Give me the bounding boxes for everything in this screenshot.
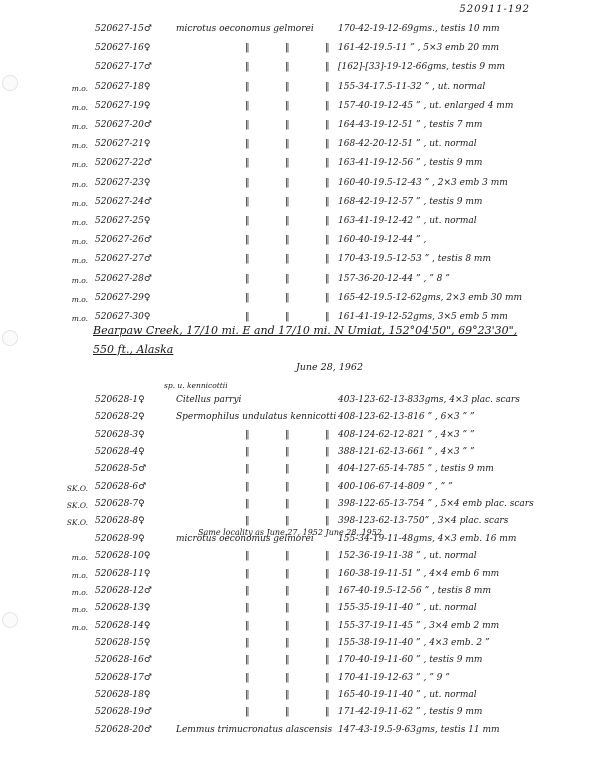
measurements: 160-40-19.5-12-43 ” , 2×3 emb 3 mm <box>338 177 508 188</box>
ditto-mark: ‖ <box>245 672 250 683</box>
measurements: 398-123-62-13-750” , 3×4 plac. scars <box>338 516 509 527</box>
ditto-mark: ‖ <box>245 707 250 718</box>
ditto-mark: ‖ <box>325 100 330 111</box>
specimen-row <box>0 24 600 39</box>
collector-initials: m.o. <box>71 83 88 93</box>
specimen-row <box>0 569 600 584</box>
measurements: 170-42-19-12-69gms., testis 10 mm <box>338 24 500 34</box>
ditto-mark: ‖ <box>285 254 290 265</box>
ditto-mark: ‖ <box>325 585 330 596</box>
catalog-number: 520627-26♂ <box>95 235 152 246</box>
ditto-mark: ‖ <box>325 158 330 169</box>
specimen-row <box>0 482 600 497</box>
ditto-mark: ‖ <box>285 292 290 303</box>
specimen-row <box>0 586 600 601</box>
ditto-mark: ‖ <box>285 655 290 666</box>
specimen-row <box>0 82 600 97</box>
catalog-number: 520628-3♀ <box>95 429 145 440</box>
ditto-mark: ‖ <box>285 551 290 562</box>
ditto-mark: ‖ <box>285 273 290 284</box>
catalog-number: 520628-18♀ <box>95 689 151 700</box>
ditto-mark: ‖ <box>285 120 290 130</box>
specimen-row <box>0 216 600 231</box>
specimen-row <box>0 197 600 212</box>
species-name: microtus oeconomus gelmorei <box>176 24 314 34</box>
ditto-mark: ‖ <box>285 429 290 440</box>
catalog-number: 520628-14♀ <box>95 620 151 631</box>
measurements: 157-36-20-12-44 ” , ” 8 ” <box>338 273 450 284</box>
binder-hole <box>2 330 18 346</box>
ditto-mark: ‖ <box>285 707 290 718</box>
specimen-row <box>0 412 600 427</box>
catalog-number: 520628-20♂ <box>95 724 152 735</box>
specimen-row <box>0 655 600 670</box>
specimen-row <box>0 430 600 445</box>
catalog-number: 520627-29♀ <box>95 292 151 303</box>
ditto-mark: ‖ <box>245 177 250 188</box>
measurements: 155-34-19-11-48gms, 4×3 emb. 16 mm <box>338 533 517 544</box>
ditto-mark: ‖ <box>325 568 330 579</box>
catalog-number: 520628-7♀ <box>95 499 145 510</box>
measurements: 147-43-19.5-9-63gms, testis 11 mm <box>338 724 500 735</box>
ditto-mark: ‖ <box>245 551 250 562</box>
ditto-mark: ‖ <box>325 603 330 614</box>
measurements: 160-40-19-12-44 ” , <box>338 235 427 246</box>
catalog-number: 520627-28♂ <box>95 273 152 284</box>
ditto-mark: ‖ <box>325 273 330 284</box>
specimen-row <box>0 101 600 116</box>
ditto-mark: ‖ <box>285 672 290 683</box>
specimen-row <box>0 235 600 250</box>
ditto-mark: ‖ <box>325 196 330 207</box>
ditto-mark: ‖ <box>285 637 290 648</box>
measurements: 404-127-65-14-785 ” , testis 9 mm <box>338 464 494 475</box>
collector-initials: m.o. <box>71 587 88 597</box>
ditto-mark: ‖ <box>245 516 250 527</box>
specimen-row <box>0 527 600 549</box>
measurements: 168-42-19-12-57 ” , testis 9 mm <box>338 196 483 207</box>
catalog-number: 520628-5♂ <box>95 464 147 475</box>
specimen-row <box>0 139 600 154</box>
ditto-mark: ‖ <box>285 620 290 631</box>
specimen-row <box>0 707 600 722</box>
ditto-mark: ‖ <box>285 568 290 579</box>
species-name: microtus oeconomus gelmorei <box>176 533 314 544</box>
measurements: 160-38-19-11-51 ” , 4×4 emb 6 mm <box>338 568 500 579</box>
ditto-mark: ‖ <box>245 429 250 440</box>
ditto-mark: ‖ <box>285 312 290 322</box>
measurements: 400-106-67-14-809 ” , ” ” <box>338 481 453 492</box>
ditto-mark: ‖ <box>245 568 250 579</box>
specimen-row <box>0 690 600 705</box>
ditto-mark: ‖ <box>285 196 290 207</box>
catalog-number: 520627-22♂ <box>95 158 152 169</box>
measurements: 163-41-19-12-42 ” , ut. normal <box>338 216 477 226</box>
measurements: 161-41-19-12-52gms, 3×5 emb 5 mm <box>338 312 508 322</box>
ditto-mark: ‖ <box>245 481 250 492</box>
collector-initials: m.o. <box>71 160 88 170</box>
measurements: 408-124-62-12-821 ” , 4×3 ” ” <box>338 429 475 440</box>
ditto-mark: ‖ <box>245 655 250 666</box>
measurements: 170-41-19-12-63 ” , ” 9 ” <box>338 672 450 683</box>
catalog-number: 520628-2♀ <box>95 412 145 423</box>
catalog-number: 520627-23♀ <box>95 177 151 188</box>
locality-note: Same locality as June 27, 1952 June 28, 1952 <box>198 527 382 537</box>
ditto-mark: ‖ <box>245 447 250 458</box>
ditto-mark: ‖ <box>285 139 290 150</box>
measurements: 155-34-17.5-11-32 ” , ut. normal <box>338 81 486 92</box>
collector-initials: m.o. <box>71 122 88 131</box>
catalog-number: 520627-19♀ <box>95 100 151 111</box>
specimen-row <box>0 43 600 58</box>
ditto-mark: ‖ <box>325 447 330 458</box>
measurements: 165-42-19.5-12-62gms, 2×3 emb 30 mm <box>338 292 523 303</box>
ditto-mark: ‖ <box>325 655 330 666</box>
ditto-mark: ‖ <box>245 603 250 614</box>
collector-initials: m.o. <box>71 218 88 227</box>
species-name: Lemmus trimucronatus alascensis <box>176 724 333 735</box>
specimen-row <box>0 638 600 653</box>
ditto-mark: ‖ <box>325 429 330 440</box>
measurements: 168-42-20-12-51 ” , ut. normal <box>338 139 477 150</box>
ditto-mark: ‖ <box>325 312 330 322</box>
measurements: 165-40-19-11-40 ” , ut. normal <box>338 689 477 700</box>
species-name: Citellus parryi <box>176 395 242 405</box>
collector-initials: m.o. <box>71 314 88 323</box>
specimen-row <box>0 254 600 269</box>
specimen-row <box>0 551 600 566</box>
ditto-mark: ‖ <box>245 689 250 700</box>
ditto-mark: ‖ <box>245 100 250 111</box>
catalog-number: 520627-30♀ <box>95 312 151 322</box>
measurements: 155-37-19-11-45 ” , 3×4 emb 2 mm <box>338 620 500 631</box>
species-name: Spermophilus undulatus kennicotti <box>176 412 337 423</box>
catalog-number: 520628-6♂ <box>95 481 147 492</box>
ditto-mark: ‖ <box>285 447 290 458</box>
collection-date: June 28, 1962 <box>296 362 363 373</box>
ditto-mark: ‖ <box>245 139 250 150</box>
collector-initials: m.o. <box>71 275 88 285</box>
catalog-number: 520627-24♂ <box>95 196 152 207</box>
catalog-number: 520628-15♀ <box>95 637 151 648</box>
ditto-mark: ‖ <box>245 637 250 648</box>
ditto-mark: ‖ <box>245 292 250 303</box>
measurements: 398-122-65-13-754 ” , 5×4 emb plac. scars <box>338 499 534 510</box>
ditto-mark: ‖ <box>245 216 250 226</box>
ditto-mark: ‖ <box>325 254 330 265</box>
measurements: 155-35-19-11-40 ” , ut. normal <box>338 603 477 614</box>
catalog-number: 520627-18♀ <box>95 81 151 92</box>
catalog-number: 520627-17♂ <box>95 62 152 73</box>
measurements: 388-121-62-13-661 ” , 4×3 ” ” <box>338 447 475 458</box>
collector-initials: m.o. <box>71 256 88 266</box>
measurements: [162]-[33]-19-12-66gms, testis 9 mm <box>338 62 506 73</box>
specimen-row <box>0 464 600 479</box>
ditto-mark: ‖ <box>285 235 290 246</box>
ditto-mark: ‖ <box>325 516 330 527</box>
catalog-number: 520628-1♀ <box>95 395 145 405</box>
ditto-mark: ‖ <box>245 585 250 596</box>
ditto-mark: ‖ <box>325 120 330 130</box>
catalog-number: 520627-21♀ <box>95 139 151 150</box>
ditto-mark: ‖ <box>285 464 290 475</box>
measurements: 171-42-19-11-62 ” , testis 9 mm <box>338 707 483 718</box>
measurements: 164-43-19-12-51 ” , testis 7 mm <box>338 120 483 130</box>
catalog-number: 520628-9♀ <box>95 533 145 544</box>
ditto-mark: ‖ <box>325 81 330 92</box>
catalog-number: 520628-11♀ <box>95 568 151 579</box>
catalog-number: 520628-4♀ <box>95 447 145 458</box>
specimen-row <box>0 274 600 289</box>
ditto-mark: ‖ <box>325 707 330 718</box>
ditto-mark: ‖ <box>245 235 250 246</box>
ditto-mark: ‖ <box>325 177 330 188</box>
ditto-mark: ‖ <box>245 43 250 54</box>
ditto-mark: ‖ <box>245 312 250 322</box>
ditto-mark: ‖ <box>245 120 250 130</box>
collector-initials: m.o. <box>71 622 88 632</box>
ditto-mark: ‖ <box>245 273 250 284</box>
measurements: 167-40-19.5-12-56 ” , testis 8 mm <box>338 585 491 596</box>
catalog-number: 520627-25♀ <box>95 216 151 226</box>
measurements: 163-41-19-12-56 ” , testis 9 mm <box>338 158 483 169</box>
locality-heading: Bearpaw Creek, 17/10 mi. E and 17/10 mi. N Umiat, 152°04'50", 69°23'30", <box>93 324 518 337</box>
ditto-mark: ‖ <box>325 139 330 150</box>
ditto-mark: ‖ <box>285 216 290 226</box>
catalog-number: 520627-20♂ <box>95 120 152 130</box>
ditto-mark: ‖ <box>285 603 290 614</box>
measurements: 152-36-19-11-38 ” , ut. normal <box>338 551 477 562</box>
page-id: 520911-192 <box>459 4 530 15</box>
specimen-row <box>0 603 600 618</box>
collector-initials: m.o. <box>71 553 88 563</box>
ditto-mark: ‖ <box>325 216 330 226</box>
ditto-mark: ‖ <box>285 81 290 92</box>
catalog-number: 520628-10♀ <box>95 551 151 562</box>
ditto-mark: ‖ <box>285 481 290 492</box>
collector-initials: m.o. <box>71 570 88 580</box>
ditto-mark: ‖ <box>285 43 290 54</box>
ditto-mark: ‖ <box>285 585 290 596</box>
measurements: 161-42-19.5-11 ” , 5×3 emb 20 mm <box>338 43 500 54</box>
specimen-row <box>0 62 600 77</box>
catalog-number: 520627-15♂ <box>95 24 152 34</box>
specimen-row <box>0 120 600 135</box>
ditto-mark: ‖ <box>285 177 290 188</box>
ditto-mark: ‖ <box>245 464 250 475</box>
collector-initials: m.o. <box>71 102 88 112</box>
ditto-mark: ‖ <box>285 158 290 169</box>
measurements: 170-40-19-11-60 ” , testis 9 mm <box>338 655 483 666</box>
collector-initials: m.o. <box>71 141 88 151</box>
specimen-row <box>0 673 600 688</box>
catalog-number: 520627-27♂ <box>95 254 152 265</box>
ditto-mark: ‖ <box>325 481 330 492</box>
ditto-mark: ‖ <box>245 499 250 510</box>
specimen-row <box>0 499 600 514</box>
ditto-mark: ‖ <box>245 62 250 73</box>
ditto-mark: ‖ <box>325 43 330 54</box>
ditto-mark: ‖ <box>245 196 250 207</box>
specimen-row <box>0 158 600 173</box>
ditto-mark: ‖ <box>245 254 250 265</box>
ditto-mark: ‖ <box>245 81 250 92</box>
ditto-mark: ‖ <box>325 464 330 475</box>
catalog-number: 520628-8♀ <box>95 516 145 527</box>
collector-initials: m.o. <box>71 605 88 615</box>
species-annotation: sp. u. kennicottii <box>164 381 228 390</box>
catalog-number: 520628-19♂ <box>95 707 152 718</box>
ditto-mark: ‖ <box>245 620 250 631</box>
specimen-row <box>0 725 600 740</box>
collector-initials: m.o. <box>71 237 88 247</box>
collector-initials: SK.O. <box>66 501 88 511</box>
ditto-mark: ‖ <box>285 516 290 527</box>
specimen-row <box>0 621 600 636</box>
catalog-number: 520628-13♀ <box>95 603 151 614</box>
ditto-mark: ‖ <box>245 158 250 169</box>
collector-initials: m.o. <box>71 294 88 304</box>
collector-initials: SK.O. <box>66 518 88 528</box>
ditto-mark: ‖ <box>325 499 330 510</box>
specimen-row <box>0 178 600 193</box>
catalog-number: 520628-12♂ <box>95 585 152 596</box>
measurements: 157-40-19-12-45 ” , ut. enlarged 4 mm <box>338 100 514 111</box>
measurements: 403-123-62-13-833gms, 4×3 plac. scars <box>338 395 520 405</box>
ditto-mark: ‖ <box>285 100 290 111</box>
ditto-mark: ‖ <box>285 499 290 510</box>
ditto-mark: ‖ <box>325 292 330 303</box>
measurements: 408-123-62-13-816 ” , 6×3 ” ” <box>338 412 475 423</box>
catalog-number: 520628-17♂ <box>95 672 152 683</box>
ditto-mark: ‖ <box>325 620 330 631</box>
ditto-mark: ‖ <box>325 235 330 246</box>
ditto-mark: ‖ <box>285 689 290 700</box>
collector-initials: m.o. <box>71 198 88 208</box>
specimen-row <box>0 395 600 410</box>
ditto-mark: ‖ <box>325 62 330 73</box>
measurements: 170-43-19.5-12-53 ” , testis 8 mm <box>338 254 491 265</box>
locality-heading-elevation: 550 ft., Alaska <box>93 343 174 356</box>
ditto-mark: ‖ <box>325 672 330 683</box>
collector-initials: SK.O. <box>66 483 88 493</box>
ditto-mark: ‖ <box>325 637 330 648</box>
specimen-row <box>0 447 600 462</box>
ditto-mark: ‖ <box>325 689 330 700</box>
measurements: 155-38-19-11-40 ” , 4×3 emb. 2 ” <box>338 637 490 648</box>
collector-initials: m.o. <box>71 179 88 189</box>
catalog-number: 520628-16♂ <box>95 655 152 666</box>
specimen-row <box>0 293 600 308</box>
catalog-number: 520627-16♀ <box>95 43 151 54</box>
ditto-mark: ‖ <box>285 62 290 73</box>
ditto-mark: ‖ <box>325 551 330 562</box>
